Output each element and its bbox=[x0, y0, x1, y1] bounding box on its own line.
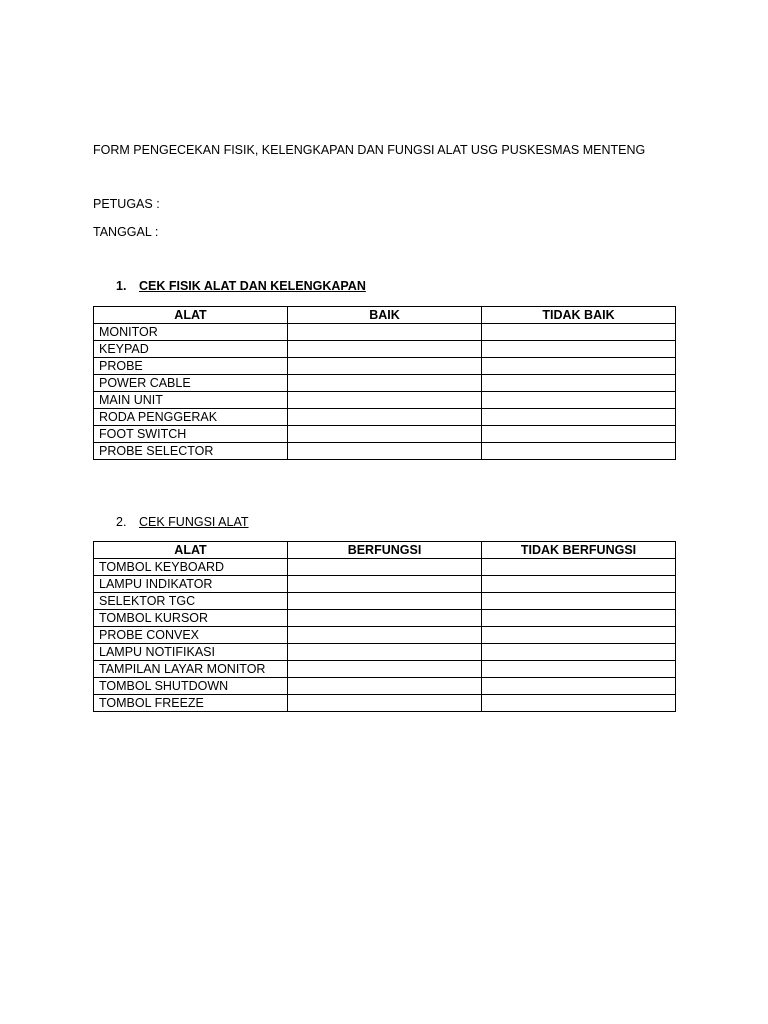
check-cell-positive[interactable] bbox=[288, 644, 482, 661]
column-header-berfungsi: BERFUNGSI bbox=[288, 542, 482, 559]
check-cell-positive[interactable] bbox=[288, 576, 482, 593]
check-cell-positive[interactable] bbox=[288, 426, 482, 443]
table-header-row bbox=[94, 307, 676, 324]
check-cell-negative[interactable] bbox=[482, 593, 676, 610]
item-name-cell: LAMPU INDIKATOR bbox=[94, 576, 288, 593]
column-header-alat: ALAT bbox=[94, 542, 288, 559]
function-check-table bbox=[93, 541, 676, 712]
item-name-cell: TOMBOL SHUTDOWN bbox=[94, 678, 288, 695]
check-cell-positive[interactable] bbox=[288, 593, 482, 610]
table-row bbox=[94, 324, 676, 341]
physical-check-table-body bbox=[94, 324, 676, 460]
check-cell-positive[interactable] bbox=[288, 392, 482, 409]
section-2-title: CEK FUNGSI ALAT bbox=[139, 515, 249, 529]
check-cell-negative[interactable] bbox=[482, 358, 676, 375]
item-name-cell: SELEKTOR TGC bbox=[94, 593, 288, 610]
check-cell-negative[interactable] bbox=[482, 426, 676, 443]
check-cell-positive[interactable] bbox=[288, 324, 482, 341]
table-row bbox=[94, 627, 676, 644]
item-name-cell: TAMPILAN LAYAR MONITOR bbox=[94, 661, 288, 678]
item-name-cell: POWER CABLE bbox=[94, 375, 288, 392]
item-name-cell: TOMBOL FREEZE bbox=[94, 695, 288, 712]
check-cell-negative[interactable] bbox=[482, 678, 676, 695]
table-row bbox=[94, 426, 676, 443]
check-cell-negative[interactable] bbox=[482, 695, 676, 712]
check-cell-negative[interactable] bbox=[482, 661, 676, 678]
function-check-table-body bbox=[94, 559, 676, 712]
section-2-heading bbox=[116, 515, 249, 529]
check-cell-negative[interactable] bbox=[482, 324, 676, 341]
item-name-cell: TOMBOL KURSOR bbox=[94, 610, 288, 627]
column-header-alat: ALAT bbox=[94, 307, 288, 324]
table-row bbox=[94, 358, 676, 375]
table-row bbox=[94, 695, 676, 712]
column-header-tidak-berfungsi: TIDAK BERFUNGSI bbox=[482, 542, 676, 559]
document-title: FORM PENGECEKAN FISIK, KELENGKAPAN DAN FUNGSI ALAT USG PUSKESMAS MENTENG bbox=[93, 143, 646, 157]
check-cell-negative[interactable] bbox=[482, 375, 676, 392]
table-row bbox=[94, 661, 676, 678]
tanggal-field-label: TANGGAL : bbox=[93, 225, 159, 239]
check-cell-positive[interactable] bbox=[288, 559, 482, 576]
check-cell-negative[interactable] bbox=[482, 576, 676, 593]
item-name-cell: TOMBOL KEYBOARD bbox=[94, 559, 288, 576]
check-cell-negative[interactable] bbox=[482, 341, 676, 358]
item-name-cell: PROBE bbox=[94, 358, 288, 375]
item-name-cell: PROBE CONVEX bbox=[94, 627, 288, 644]
check-cell-negative[interactable] bbox=[482, 409, 676, 426]
table-row bbox=[94, 644, 676, 661]
check-cell-positive[interactable] bbox=[288, 443, 482, 460]
check-cell-positive[interactable] bbox=[288, 341, 482, 358]
check-cell-positive[interactable] bbox=[288, 627, 482, 644]
check-cell-positive[interactable] bbox=[288, 661, 482, 678]
table-row bbox=[94, 559, 676, 576]
table-header-row bbox=[94, 542, 676, 559]
table-row bbox=[94, 678, 676, 695]
item-name-cell: RODA PENGGERAK bbox=[94, 409, 288, 426]
check-cell-negative[interactable] bbox=[482, 392, 676, 409]
table-row bbox=[94, 443, 676, 460]
check-cell-positive[interactable] bbox=[288, 695, 482, 712]
column-header-baik: BAIK bbox=[288, 307, 482, 324]
check-cell-negative[interactable] bbox=[482, 443, 676, 460]
check-cell-positive[interactable] bbox=[288, 375, 482, 392]
check-cell-positive[interactable] bbox=[288, 610, 482, 627]
check-cell-positive[interactable] bbox=[288, 678, 482, 695]
item-name-cell: PROBE SELECTOR bbox=[94, 443, 288, 460]
physical-check-table bbox=[93, 306, 676, 460]
table-row bbox=[94, 392, 676, 409]
check-cell-positive[interactable] bbox=[288, 358, 482, 375]
table-row bbox=[94, 610, 676, 627]
check-cell-negative[interactable] bbox=[482, 627, 676, 644]
section-2-number: 2. bbox=[116, 515, 127, 529]
section-1-title: CEK FISIK ALAT DAN KELENGKAPAN bbox=[139, 279, 366, 293]
item-name-cell: KEYPAD bbox=[94, 341, 288, 358]
check-cell-negative[interactable] bbox=[482, 559, 676, 576]
check-cell-negative[interactable] bbox=[482, 610, 676, 627]
item-name-cell: MONITOR bbox=[94, 324, 288, 341]
check-cell-negative[interactable] bbox=[482, 644, 676, 661]
table-row bbox=[94, 576, 676, 593]
petugas-field-label: PETUGAS : bbox=[93, 197, 160, 211]
section-1-heading bbox=[116, 279, 366, 293]
item-name-cell: FOOT SWITCH bbox=[94, 426, 288, 443]
item-name-cell: MAIN UNIT bbox=[94, 392, 288, 409]
section-1-number: 1. bbox=[116, 279, 127, 293]
item-name-cell: LAMPU NOTIFIKASI bbox=[94, 644, 288, 661]
table-row bbox=[94, 375, 676, 392]
table-row bbox=[94, 593, 676, 610]
column-header-tidak-baik: TIDAK BAIK bbox=[482, 307, 676, 324]
table-row bbox=[94, 341, 676, 358]
check-cell-positive[interactable] bbox=[288, 409, 482, 426]
table-row bbox=[94, 409, 676, 426]
